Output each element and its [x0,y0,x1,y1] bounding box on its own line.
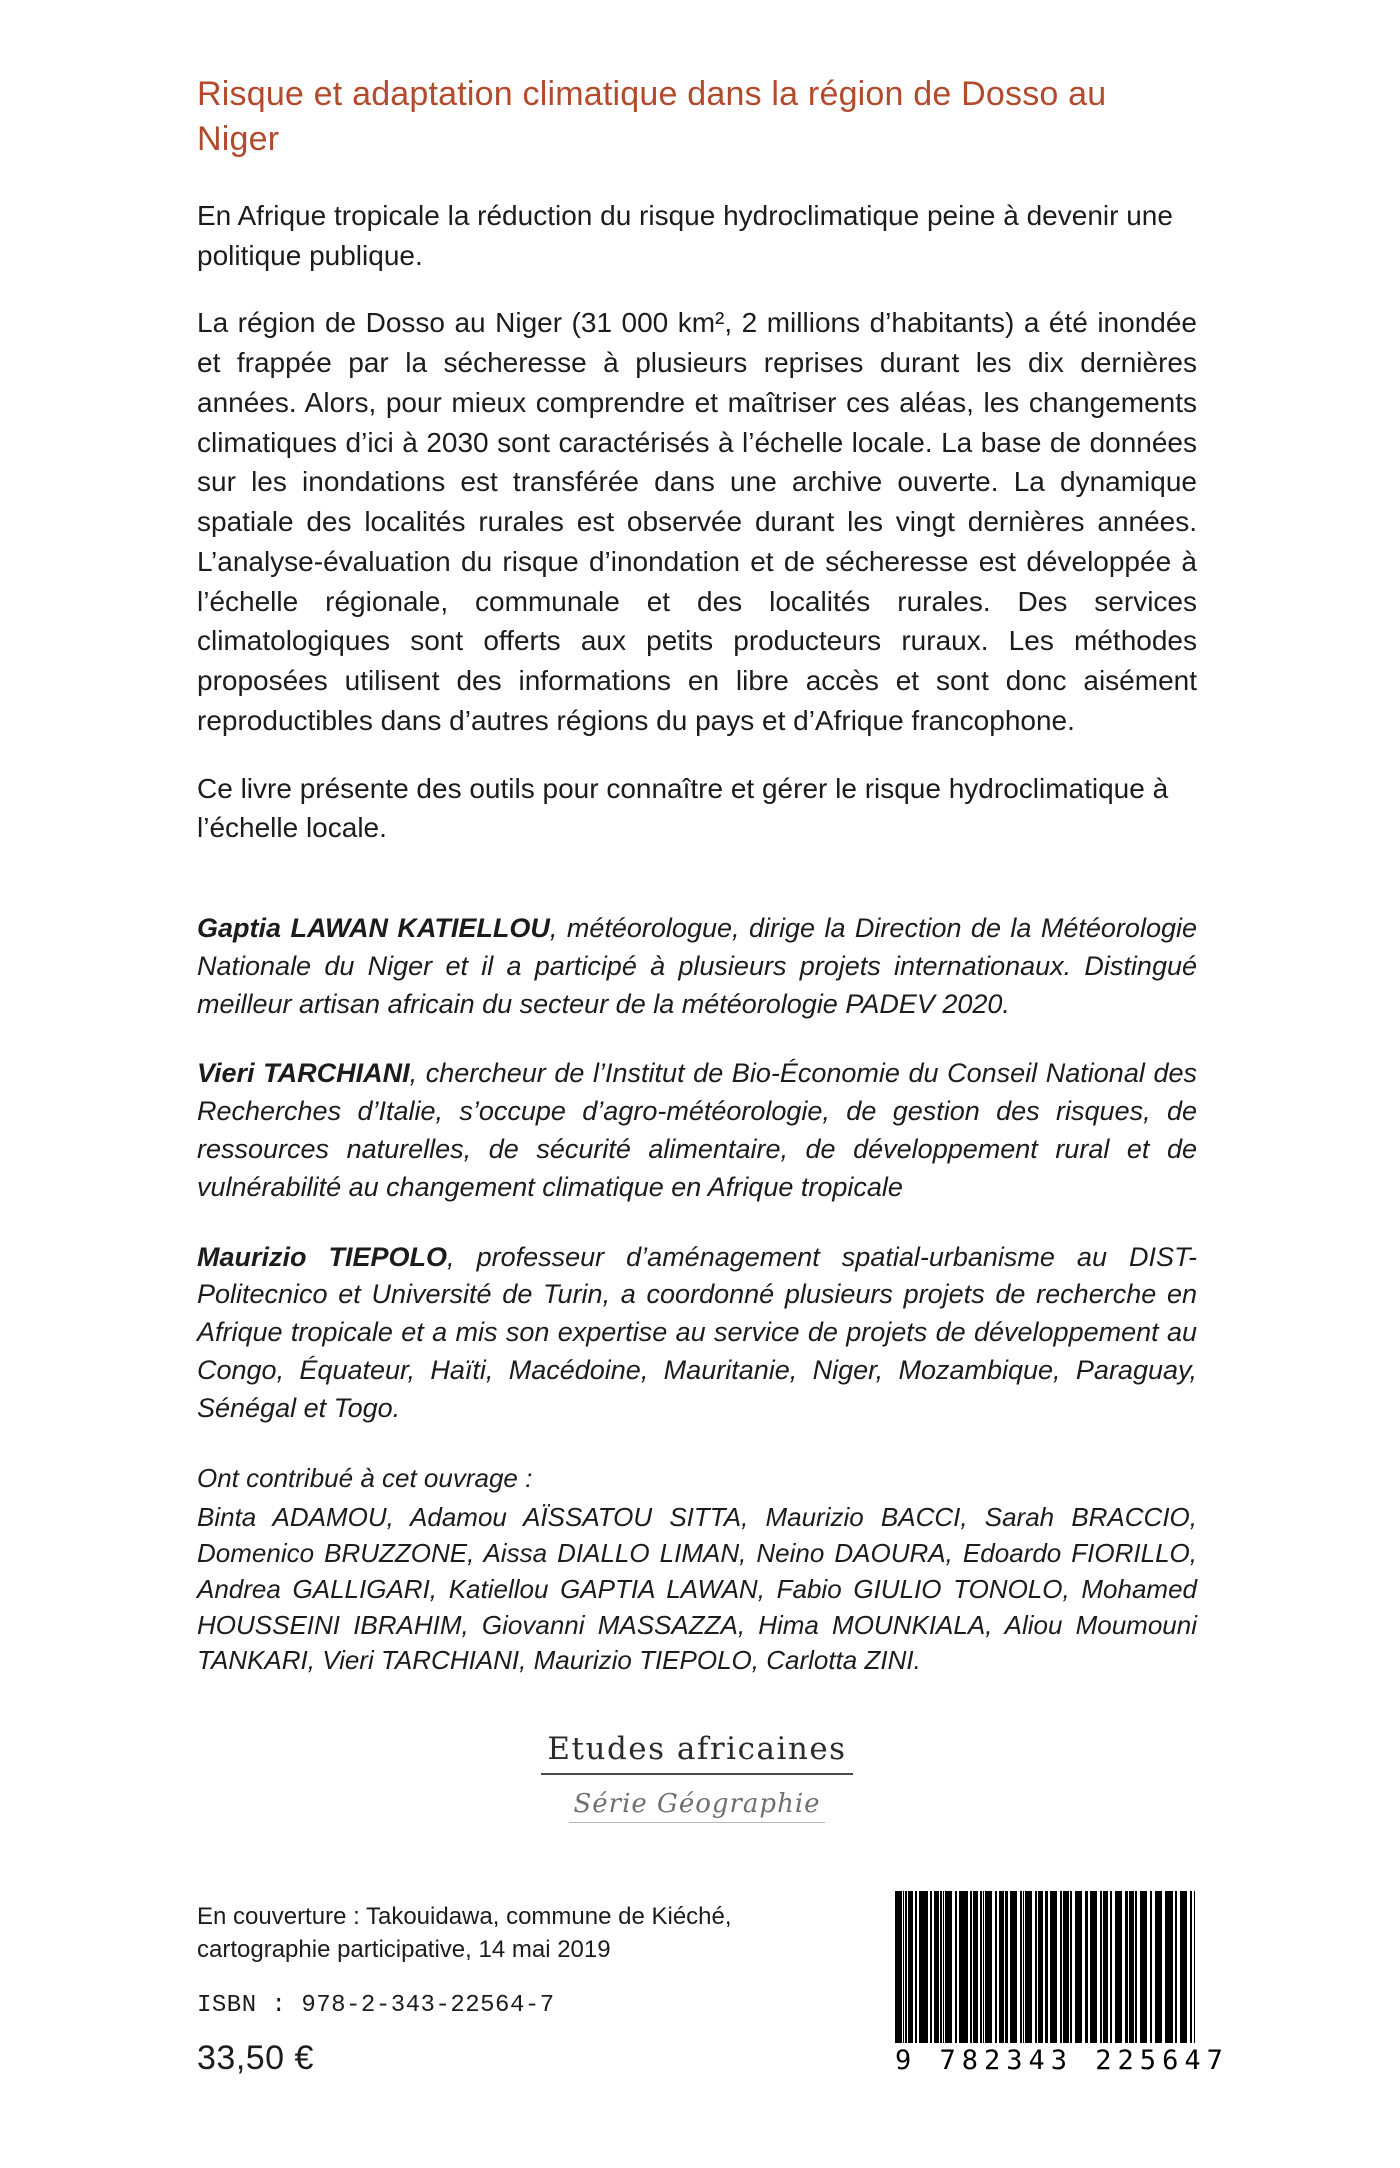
contributors-heading: Ont contribué à cet ouvrage : [197,1462,533,1493]
author-name: Vieri TARCHIANI [197,1058,410,1089]
collection-block [197,1731,1197,1823]
author-bio-text: , chercheur de l’Institut de Bio-Économie du Conseil National des Recherches d’Italie, s’occupe d’agro-météorologie, de gestion des risques, de ressources naturelles, de sécurité alimentaire, de développement rural et de vulnérabilité au changement climatique en Afrique tropicale [197,1058,1197,1202]
barcode [893,1887,1229,2078]
collection-series: Série Géographie [569,1789,824,1823]
price: 33,50 € [197,2039,314,2078]
author-bio-tarchiani [197,1055,1197,1206]
intro-paragraph: En Afrique tropicale la réduction du risque hydroclimatique peine à devenir une politique publique. [197,199,1173,271]
barcode-number: 9 782343 225647 [895,2045,1229,2077]
collection-name: Etudes africaines [541,1731,852,1775]
author-bio-katiellou [197,910,1197,1023]
cover-footer [197,1887,1229,2078]
cover-photo-credit-line1: En couverture : Takouidawa, commune de Kiéché, [197,1903,732,1931]
contributors-list: Binta ADAMOU, Adamou AÏSSATOU SITTA, Maurizio BACCI, Sarah BRACCIO, Domenico BRUZZONE, Aissa DIALLO LIMAN, Neino DAOURA, Edoardo FIORILLO, Andrea GALLIGARI, Katiellou GAPTIA LAWAN, Fabio GIULIO TONOLO, Mohamed HOUSSEINI IBRAHIM, Giovanni MASSAZZA, Hima MOUNKIALA, Aliou Moumouni TANKARI, Vieri TARCHIANI, Maurizio TIEPOLO, Carlotta ZINI. [197,1501,1197,1676]
closing-paragraph: Ce livre présente des outils pour connaître et gérer le risque hydroclimatique à l’échelle locale. [197,772,1169,844]
isbn: ISBN : 978-2-343-22564-7 [197,1992,555,2020]
footer-left [197,1900,817,2078]
cover-content [197,72,1229,2078]
cover-photo-credit-line2: cartographie participative, 14 mai 2019 [197,1936,611,1964]
author-bio-text: , professeur d’aménagement spatial-urbanisme au DIST-Politecnico et Université de Turin, a coordonné plusieurs projets de recherche en Afrique tropicale et a mis son expertise au service de projets de développement au Congo, Équateur, Haïti, Macédoine, Mauritanie, Niger, Mozambique, Paraguay, Sénégal et Togo. [197,1241,1197,1423]
author-bio-text: , météorologue, dirige la Direction de la Météorologie Nationale du Niger et il a participé à plusieurs projets internationaux. Distingué meilleur artisan africain du secteur de la météorologie PADEV 2020. [197,913,1197,1019]
author-bio-tiepolo [197,1239,1197,1428]
author-name: Maurizio TIEPOLO [197,1241,448,1272]
page-title: Risque et adaptation climatique dans la région de Dosso au Niger [197,75,1107,158]
summary-paragraph: La région de Dosso au Niger (31 000 km², 2 millions d’habitants) a été inondée et frappée par la sécheresse à plusieurs reprises durant les dix dernières années. Alors, pour mieux comprendre et maîtriser ces aléas, les changements climatiques d’ici à 2030 sont caractérisés à l’échelle locale. La base de données sur les inondations est transférée dans une archive ouverte. La dynamique spatiale des localités rurales est observée durant les vingt dernières années. L’analyse-évaluation du risque d’inondation et de sécheresse est développée à l’échelle régionale, communale et des localités rurales. Des services climatologiques sont offerts aux petits producteurs ruraux. Les méthodes proposées utilisent des informations en libre accès et sont donc aisément reproductibles dans d’autres régions du pays et d’Afrique francophone. [197,307,1197,736]
author-bios [197,910,1197,1428]
contributors-section [197,1460,1197,1680]
author-name: Gaptia LAWAN KATIELLOU [197,913,550,943]
barcode-bars [895,1891,1195,2043]
